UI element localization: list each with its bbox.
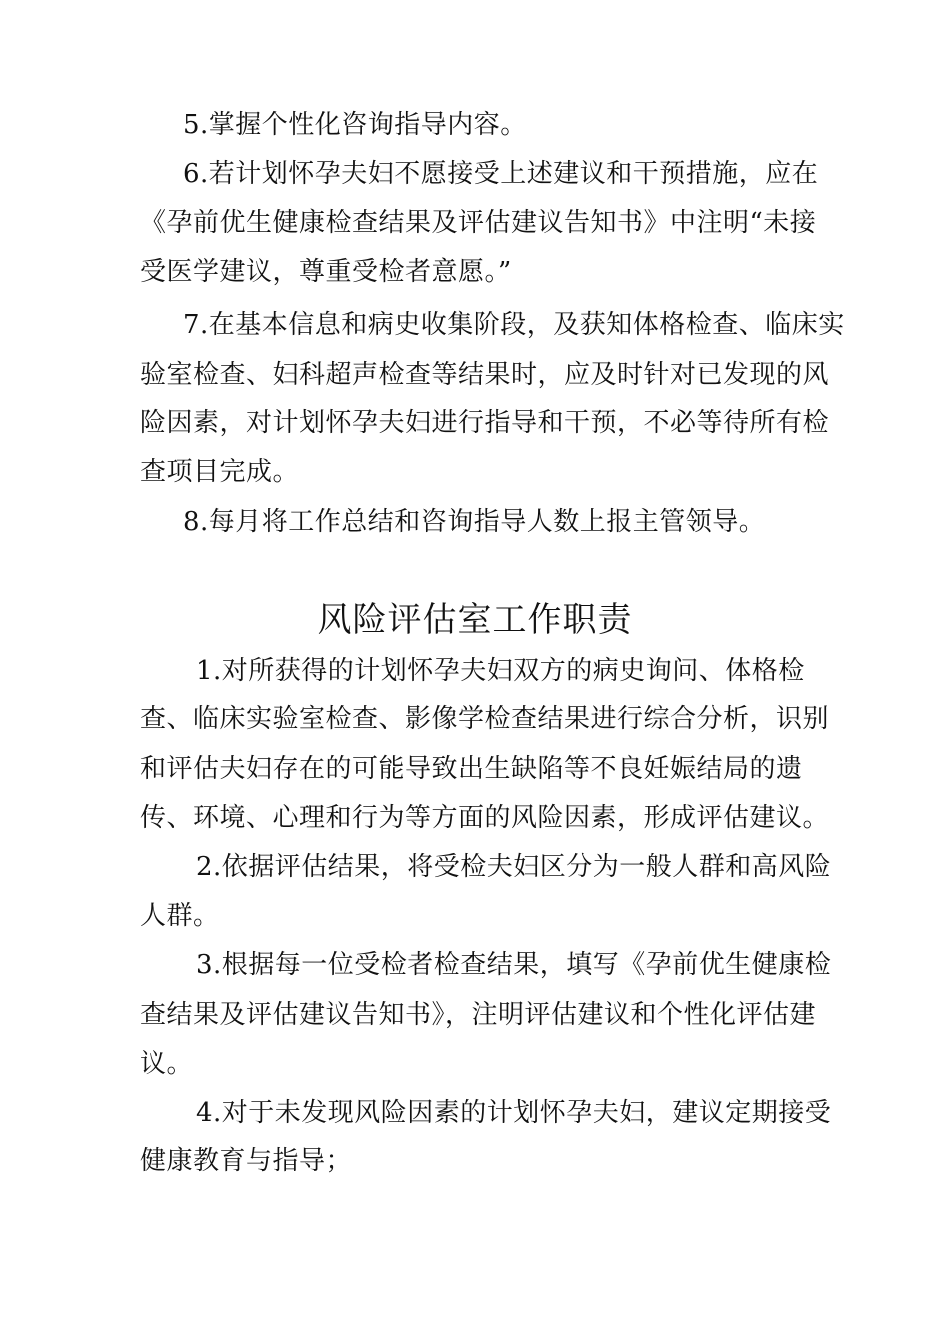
paragraph-line: 2.依据评估结果，将受检夫妇区分为一般人群和高风险: [196, 852, 832, 882]
paragraph-line: 议。: [140, 1049, 194, 1079]
paragraph-line: 查项目完成。: [140, 457, 300, 487]
paragraph-line: 1.对所获得的计划怀孕夫妇双方的病史询问、体格检: [196, 656, 805, 686]
paragraph-line: 8.每月将工作总结和咨询指导人数上报主管领导。: [183, 507, 766, 537]
paragraph-line: 险因素，对计划怀孕夫妇进行指导和干预，不必等待所有检: [140, 408, 830, 438]
paragraph-line: 5.掌握个性化咨询指导内容。: [183, 110, 527, 140]
paragraph-line: 查、临床实验室检查、影像学检查结果进行综合分析，识别: [140, 704, 830, 734]
paragraph-line: 3.根据每一位受检者检查结果，填写《孕前优生健康检: [196, 950, 832, 980]
paragraph-line: 验室检查、妇科超声检查等结果时，应及时针对已发现的风: [140, 360, 830, 390]
section-title: 风险评估室工作职责: [317, 600, 633, 640]
paragraph-line: 4.对于未发现风险因素的计划怀孕夫妇，建议定期接受: [196, 1098, 832, 1128]
paragraph-line: 受医学建议，尊重受检者意愿。”: [140, 257, 512, 287]
paragraph-line: 人群。: [140, 901, 220, 931]
paragraph-line: 健康教育与指导；: [140, 1146, 353, 1176]
paragraph-line: 《孕前优生健康检查结果及评估建议告知书》中注明“未接: [140, 208, 817, 238]
paragraph-line: 7.在基本信息和病史收集阶段，及获知体格检查、临床实: [183, 310, 845, 340]
paragraph-line: 6.若计划怀孕夫妇不愿接受上述建议和干预措施，应在: [183, 159, 819, 189]
paragraph-line: 查结果及评估建议告知书》，注明评估建议和个性化评估建: [140, 1000, 817, 1030]
paragraph-line: 和评估夫妇存在的可能导致出生缺陷等不良妊娠结局的遗: [140, 754, 803, 784]
paragraph-line: 传、环境、心理和行为等方面的风险因素，形成评估建议。: [140, 803, 830, 833]
